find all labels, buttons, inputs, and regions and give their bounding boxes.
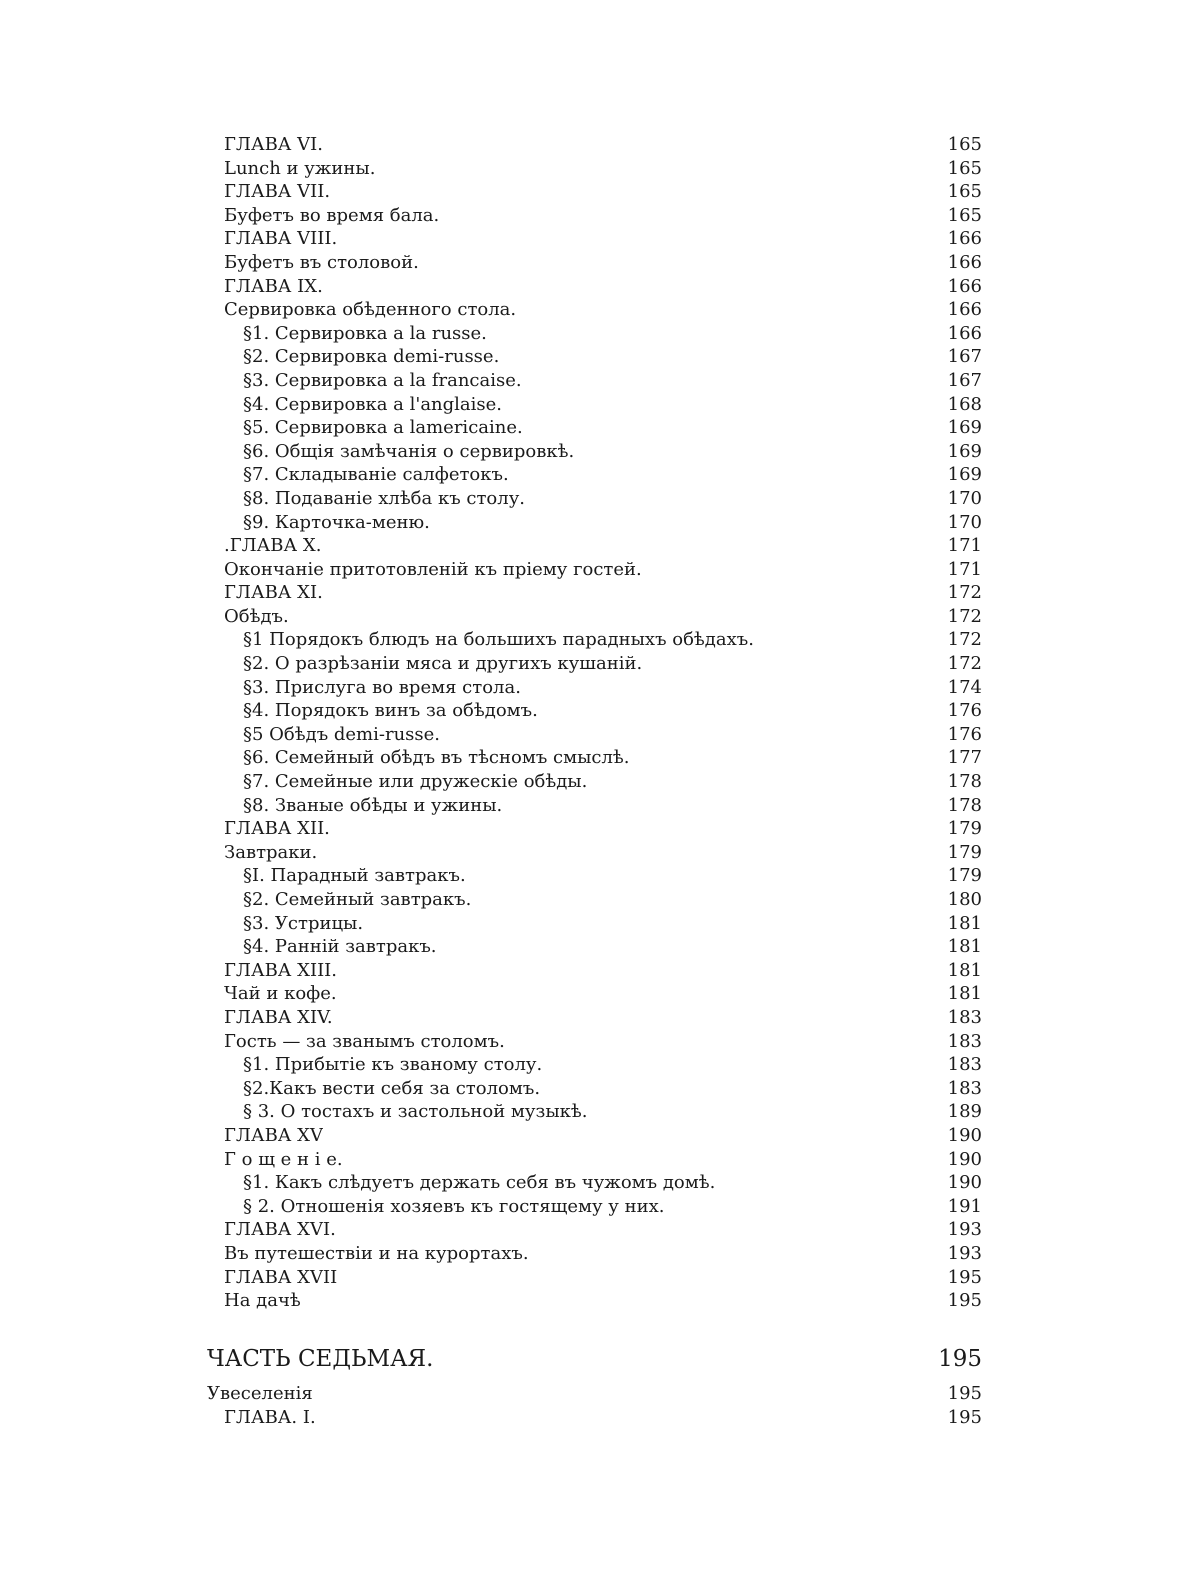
toc-entry-page: 195 xyxy=(947,1290,982,1312)
toc-entry-title: § 2. Отношенія хозяевъ къ гостящему у них. xyxy=(243,1195,665,1217)
toc-entry-title: §2. Сервировка demi-russe. xyxy=(243,346,500,368)
toc-entry-title: Завтраки. xyxy=(224,841,318,863)
toc-entry xyxy=(207,1030,982,1054)
toc-entry-title: §1. Какъ слѣдуетъ держать себя въ чужомъ домѣ. xyxy=(243,1172,716,1194)
toc-entry xyxy=(207,298,982,322)
toc-entry-page: 183 xyxy=(947,1054,982,1076)
toc-entry-page: 176 xyxy=(947,723,982,745)
toc-entry xyxy=(207,959,982,983)
toc-entry-title: §8. Званые обѣды и ужины. xyxy=(243,794,503,816)
toc-entry xyxy=(207,227,982,251)
toc-entry xyxy=(207,369,982,393)
toc-entry-page: 168 xyxy=(947,393,982,415)
toc-entry xyxy=(207,770,982,794)
toc-entry xyxy=(207,652,982,676)
toc-entry xyxy=(207,817,982,841)
toc-entry-title: ГЛАВА XII. xyxy=(224,818,330,840)
toc-entry-page: 166 xyxy=(947,299,982,321)
toc-entry-page: 193 xyxy=(947,1219,982,1241)
toc-entry xyxy=(207,157,982,181)
toc-entry-page: 190 xyxy=(947,1124,982,1146)
toc-entry xyxy=(207,511,982,535)
toc-entry-title: ГЛАВА VIII. xyxy=(224,228,338,250)
toc-entry-title: §9. Карточка-меню. xyxy=(243,511,430,533)
toc-entry-page: 171 xyxy=(947,558,982,580)
toc-entry-title: §6. Общія замѣчанія о сервировкѣ. xyxy=(243,440,575,462)
toc-entry-page: 169 xyxy=(947,440,982,462)
toc-entry xyxy=(207,322,982,346)
toc-entry xyxy=(207,746,982,770)
toc-entry-title: §7. Семейные или дружескіе обѣды. xyxy=(243,771,588,793)
toc-entry xyxy=(207,1077,982,1101)
part-heading-page: 195 xyxy=(938,1346,982,1372)
toc-entry-page: 193 xyxy=(947,1242,982,1264)
toc-entry-page: 166 xyxy=(947,275,982,297)
toc-entry-title: Окончаніе притотовленій къ пріему гостей. xyxy=(224,558,642,580)
toc-entry-page: 174 xyxy=(947,676,982,698)
toc-entry-page: 165 xyxy=(947,181,982,203)
toc-entry-title: §I. Парадный завтракъ. xyxy=(243,865,466,887)
toc-entry xyxy=(207,1195,982,1219)
toc-entry-page: 166 xyxy=(947,322,982,344)
toc-entry-page: 172 xyxy=(947,653,982,675)
toc-entry-page: 171 xyxy=(947,535,982,557)
toc-entry xyxy=(207,628,982,652)
toc-entry-page: 179 xyxy=(947,841,982,863)
toc-entry xyxy=(207,1100,982,1124)
toc-entry-page: 167 xyxy=(947,369,982,391)
toc-entry-page: 179 xyxy=(947,865,982,887)
toc-entry-title: ГЛАВА VI. xyxy=(224,134,323,155)
toc-entry xyxy=(207,794,982,818)
toc-entry-title: ГЛАВА VII. xyxy=(224,181,331,203)
toc-entry xyxy=(207,345,982,369)
toc-entry-title: §8. Подаваніе хлѣба къ столу. xyxy=(243,487,526,509)
toc-entry-page: 183 xyxy=(947,1030,982,1052)
toc-entry-title: §5 Обѣдъ demi-russe. xyxy=(243,723,441,745)
toc-entry-title: .ГЛАВА X. xyxy=(224,535,322,557)
toc-entry xyxy=(207,204,982,228)
toc-entry-title: Сервировка обѣденного стола. xyxy=(224,299,517,321)
toc-entry-title: Г о щ е н і е. xyxy=(224,1148,343,1170)
toc-entry-title: §1. Прибытіе къ званому столу. xyxy=(243,1054,543,1076)
toc-entry-title: На дачѣ xyxy=(224,1290,301,1312)
toc-entry-title: ГЛАВА XV xyxy=(224,1124,323,1146)
toc-entry-page: 195 xyxy=(947,1266,982,1288)
toc-entry xyxy=(207,605,982,629)
toc-entry xyxy=(207,133,982,157)
toc-entry-title: §4. Порядокъ винъ за обѣдомъ. xyxy=(243,700,538,722)
toc-entry-page: 195 xyxy=(947,1406,982,1428)
toc-entry-title: §1. Сервировка а la russe. xyxy=(243,322,487,344)
toc-entry-title: ГЛАВА IX. xyxy=(224,275,323,297)
toc-entry xyxy=(207,1148,982,1172)
toc-entry xyxy=(207,534,982,558)
toc-entry-page: 172 xyxy=(947,629,982,651)
toc-entry-page: 191 xyxy=(947,1195,982,1217)
toc-entry-title: §3. Сервировка а la francaise. xyxy=(243,369,522,391)
part-heading-title: ЧАСТЬ СЕДЬМАЯ. xyxy=(207,1346,434,1372)
toc-entry-title: Обѣдъ. xyxy=(224,605,289,627)
toc-entry xyxy=(207,982,982,1006)
toc-entry-page: 178 xyxy=(947,794,982,816)
toc-entry-page: 181 xyxy=(947,936,982,958)
toc-entry-title: §2. Семейный завтракъ. xyxy=(243,889,472,910)
toc-entry xyxy=(207,888,982,912)
toc-entry-title: §4. Ранній завтракъ. xyxy=(243,936,437,958)
toc-entry xyxy=(207,1242,982,1266)
toc-entry xyxy=(207,393,982,417)
toc-entry-page: 165 xyxy=(947,157,982,179)
toc-entry-page: 170 xyxy=(947,511,982,533)
toc-entry-title: Буфетъ въ столовой. xyxy=(224,251,419,273)
toc-entry xyxy=(207,1406,982,1430)
toc-entry-title: ГЛАВА. I. xyxy=(224,1406,316,1428)
toc-entry-page: 195 xyxy=(947,1383,982,1404)
toc-entry-title: ГЛАВА XIII. xyxy=(224,959,338,981)
toc-entry-page: 172 xyxy=(947,582,982,604)
toc-entry xyxy=(207,676,982,700)
toc-entry-page: 180 xyxy=(947,889,982,910)
toc-entry xyxy=(207,912,982,936)
toc-entry-page: 190 xyxy=(947,1148,982,1170)
toc-entry xyxy=(207,1382,982,1406)
toc-entry-page: 183 xyxy=(947,1006,982,1028)
toc-entry xyxy=(207,558,982,582)
toc-entry-page: 181 xyxy=(947,959,982,981)
toc-entry-title: Буфетъ во время бала. xyxy=(224,204,440,226)
toc-entry xyxy=(207,463,982,487)
toc-entry-title: Чай и кофе. xyxy=(224,983,337,1005)
toc-entry xyxy=(207,1006,982,1030)
toc-entry-title: §6. Семейный обѣдъ въ тѣсномъ смыслѣ. xyxy=(243,747,630,769)
toc-entry xyxy=(207,1124,982,1148)
toc-entry xyxy=(207,1171,982,1195)
toc-entry-page: 172 xyxy=(947,605,982,627)
toc-entry-page: 183 xyxy=(947,1077,982,1099)
toc-entry-page: 177 xyxy=(947,747,982,769)
toc-entry-page: 166 xyxy=(947,228,982,250)
toc-entry-title: §4. Сервировка а l'anglaise. xyxy=(243,393,503,415)
toc-entry xyxy=(207,723,982,747)
toc-entry-title: Въ путешествіи и на курортахъ. xyxy=(224,1242,529,1264)
toc-entry xyxy=(207,180,982,204)
toc-entry-page: 181 xyxy=(947,983,982,1005)
toc-entry-page: 176 xyxy=(947,700,982,722)
toc-entry-title: §2. О разрѣзаніи мяса и другихъ кушаній. xyxy=(243,653,643,675)
toc-entry-page: 189 xyxy=(947,1101,982,1123)
toc-entry-title: ГЛАВА XI. xyxy=(224,582,323,604)
toc-entry xyxy=(207,487,982,511)
toc-entry xyxy=(207,864,982,888)
toc-entry xyxy=(207,935,982,959)
toc-entry-title: §2.Какъ вести себя за столомъ. xyxy=(243,1077,541,1099)
toc-entry-title: §3. Устрицы. xyxy=(243,912,364,934)
toc-entry-page: 181 xyxy=(947,912,982,934)
part-heading xyxy=(207,1344,982,1374)
toc-entry-page: 170 xyxy=(947,487,982,509)
toc-entry-page: 179 xyxy=(947,818,982,840)
toc-entry xyxy=(207,1053,982,1077)
toc-entry-title: ГЛАВА XVI. xyxy=(224,1219,336,1241)
toc-entry xyxy=(207,251,982,275)
toc-entry xyxy=(207,275,982,299)
toc-entry-title: §1 Порядокъ блюдъ на большихъ парадныхъ обѣдахъ. xyxy=(243,629,754,651)
toc-entry-title: Гость — за званымъ столомъ. xyxy=(224,1030,505,1052)
toc-entry xyxy=(207,841,982,865)
toc-entry xyxy=(207,1218,982,1242)
toc-entry-page: 169 xyxy=(947,417,982,439)
toc-entry-title: §7. Складываніе салфетокъ. xyxy=(243,464,509,486)
toc-entry xyxy=(207,416,982,440)
toc-entry-title: § 3. О тостахъ и застольной музыкѣ. xyxy=(243,1101,588,1123)
toc-entry-page: 169 xyxy=(947,464,982,486)
toc-entry-title: §5. Сервировка а lamericaine. xyxy=(243,417,523,439)
toc-entry-page: 178 xyxy=(947,771,982,793)
toc-entry xyxy=(207,1289,982,1313)
toc-entry xyxy=(207,440,982,464)
table-of-contents xyxy=(207,133,982,1313)
toc-entry-page: 165 xyxy=(947,204,982,226)
toc-entry-title: §3. Прислуга во время стола. xyxy=(243,676,521,698)
toc-entry-page: 165 xyxy=(947,134,982,155)
toc-entry-title: Lunch и ужины. xyxy=(224,157,376,179)
toc-entry-title: ГЛАВА XVII xyxy=(224,1266,338,1288)
toc-entry xyxy=(207,581,982,605)
toc-entry-title: ГЛАВА XIV. xyxy=(224,1006,333,1028)
toc-entry xyxy=(207,1266,982,1290)
toc-entry xyxy=(207,699,982,723)
toc-entry-page: 190 xyxy=(947,1172,982,1194)
toc-entry-page: 166 xyxy=(947,251,982,273)
toc-entry-page: 167 xyxy=(947,346,982,368)
toc-entry-title: Увеселенія xyxy=(207,1383,313,1404)
table-of-contents-continued xyxy=(207,1382,982,1429)
